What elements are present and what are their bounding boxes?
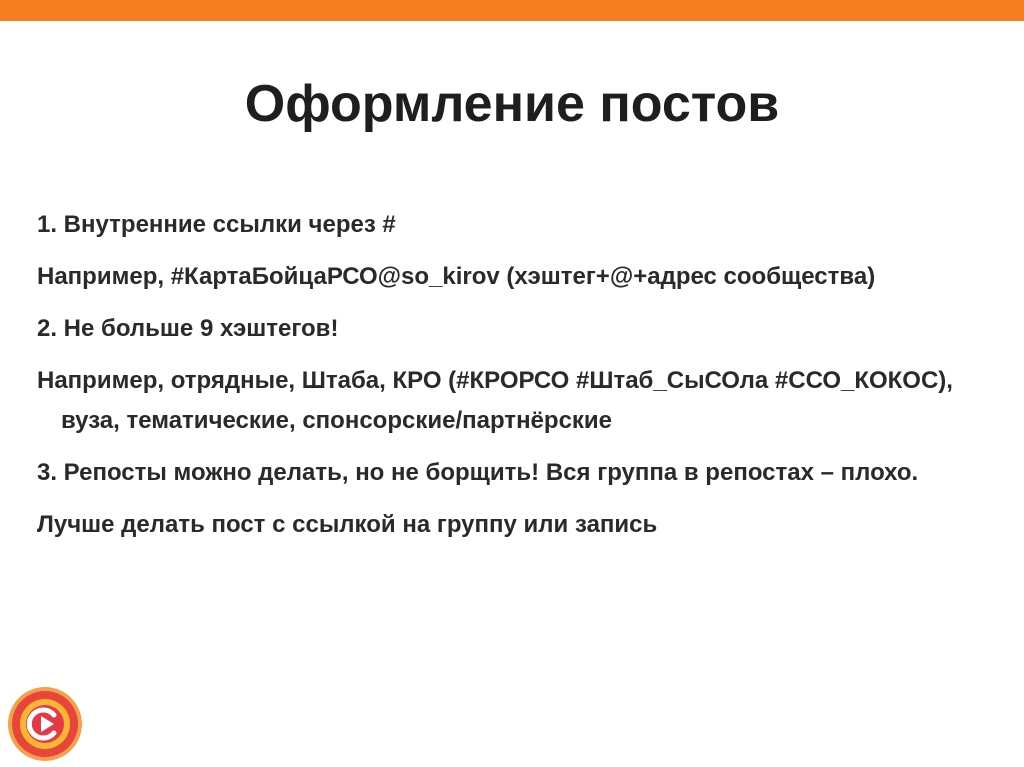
paragraph-2: Например, #КартаБойцаРСО@so_kirov (хэштег+@+адрес сообщества) (37, 263, 876, 290)
top-accent-bar (0, 0, 1024, 21)
play-logo-icon (6, 685, 84, 763)
slide-title: Оформление постов (244, 75, 780, 133)
paragraph-6: Лучше делать пост с ссылкой на группу или запись (37, 511, 658, 538)
paragraph-3: 2. Не больше 9 хэштегов! (37, 315, 339, 342)
paragraph-4: Например, отрядные, Штаба, КРО (#КРОРСО #Штаб_СыСОла #ССО_КОКОС), вуза, тематические, спонсорские/партнёрские (37, 367, 953, 434)
paragraph-1: 1. Внутренние ссылки через # (37, 211, 396, 238)
slide-content (37, 205, 997, 557)
paragraph-5: 3. Репосты можно делать, но не борщить! Вся группа в репостах – плохо. (37, 459, 919, 486)
